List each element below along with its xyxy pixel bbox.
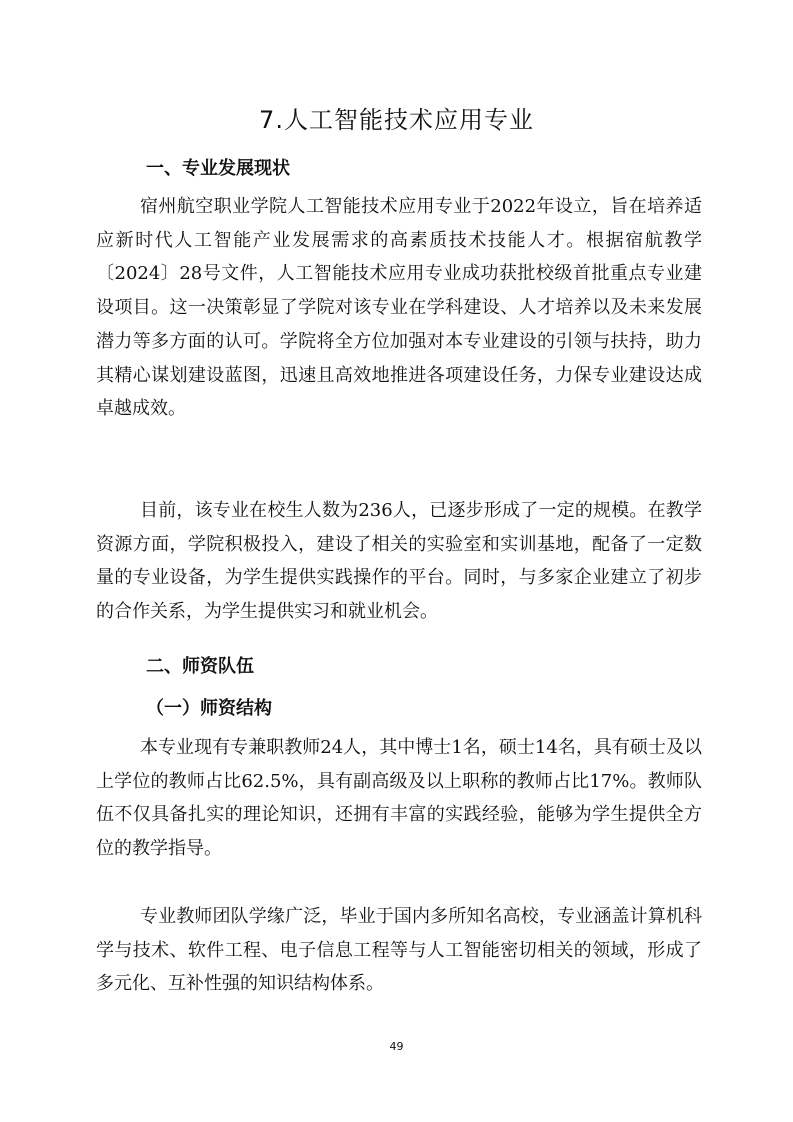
paragraph-status-1: 宿州航空职业学院人工智能技术应用专业于2022年设立，旨在培养适应新时代人工智能产业发展需求的高素质技术技能人才。根据宿航教学〔2024〕28号文件，人工智能技术应用专业成功获批校级首批重点专业建设项目。这一决策彰显了学院对该专业在学科建设、人才培养以及未来发展潜力等多方面的认可。学院将全方位加强对本专业建设的引领与扶持，助力其精心谋划建设蓝图，迅速且高效地推进各项建设任务，力保专业建设达成卓越成效。 — [96, 196, 702, 420]
section-heading-status: 一、专业发展现状 — [146, 158, 290, 179]
subsection-heading-faculty-structure: （一）师资结构 — [146, 698, 272, 719]
section-heading-faculty: 二、师资队伍 — [146, 656, 254, 677]
page-title: 7.人工智能技术应用专业 — [259, 106, 534, 134]
paragraph-faculty-2: 专业教师团队学缘广泛，毕业于国内多所知名高校，专业涵盖计算机科学与技术、软件工程、电子信息工程等与人工智能密切相关的领域，形成了多元化、互补性强的知识结构体系。 — [96, 906, 702, 995]
paragraph-faculty-1: 本专业现有专兼职教师24人，其中博士1名，硕士14名，具有硕士及以上学位的教师占比62.5%，具有副高级及以上职称的教师占比17%。教师队伍不仅具备扎实的理论知识，还拥有丰富的实践经验，能够为学生提供全方位的教学指导。 — [96, 737, 702, 860]
paragraph-status-2: 目前，该专业在校生人数为236人，已逐步形成了一定的规模。在教学资源方面，学院积极投入，建设了相关的实验室和实训基地，配备了一定数量的专业设备，为学生提供实践操作的平台。同时，与多家企业建立了初步的合作关系，为学生提供实习和就业机会。 — [96, 500, 702, 623]
page-number: 49 — [389, 1040, 404, 1053]
